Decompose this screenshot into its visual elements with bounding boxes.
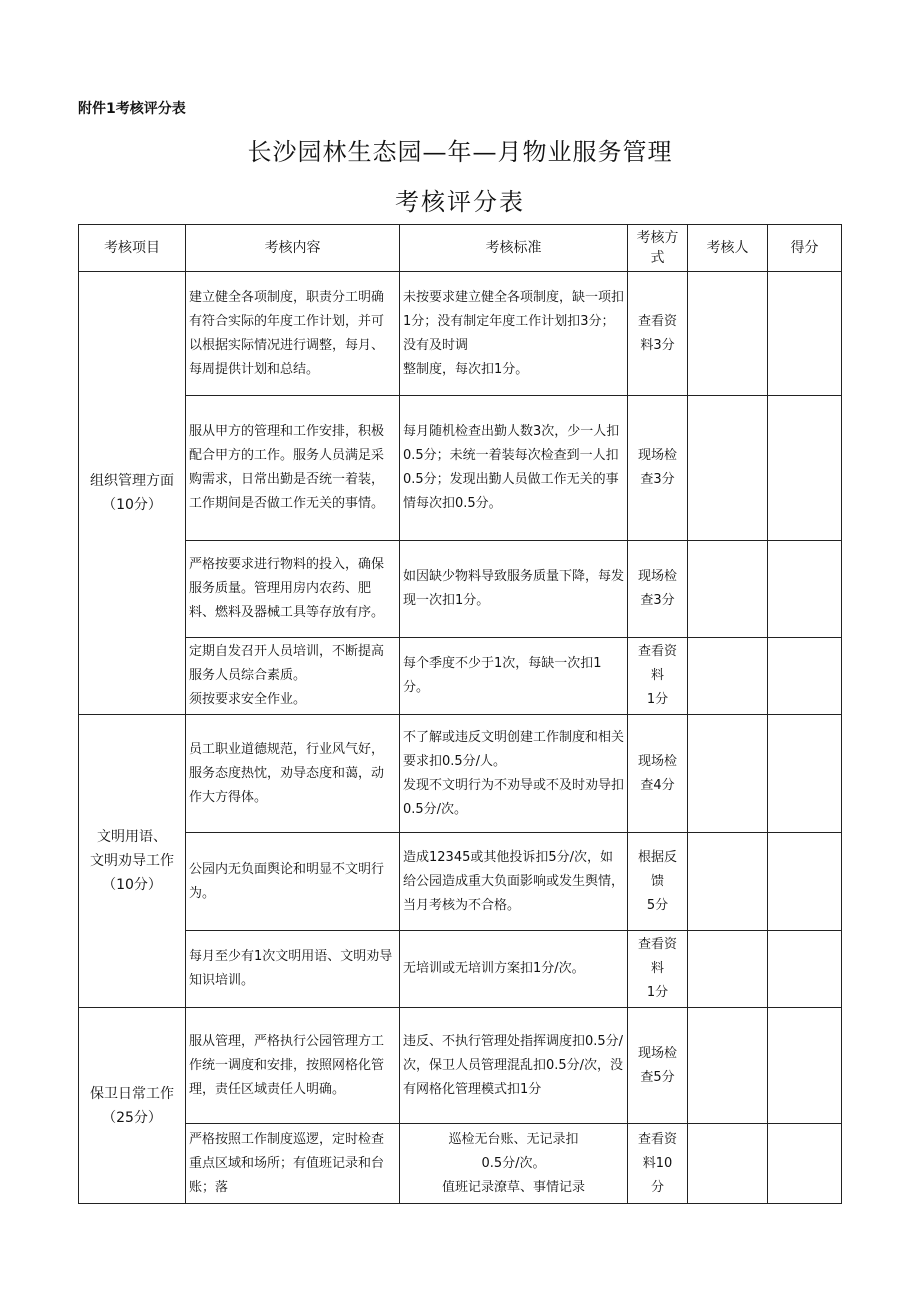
table-row <box>79 396 842 541</box>
standard-cell: 未按要求建立健全各项制度，缺一项扣1分；没有制定年度工作计划扣3分；没有及时调 整制度，每次扣1分。 <box>400 272 628 396</box>
standard-cell: 巡检无台账、无记录扣 0.5分/次。 值班记录潦草、事情记录 <box>400 1124 628 1204</box>
content-cell: 严格按要求进行物料的投入，确保服务质量。管理用房内农药、肥料、燃料及器械工具等存放有序。 <box>186 541 400 638</box>
method-cell: 查看资 料3分 <box>628 272 688 396</box>
method-cell: 现场检 查4分 <box>628 715 688 833</box>
assessor-cell[interactable] <box>688 833 768 931</box>
column-header: 考核标准 <box>400 225 628 272</box>
method-cell: 查看资 料 1分 <box>628 638 688 715</box>
table-row <box>79 272 842 396</box>
page-subtitle: 考核评分表 <box>395 188 525 216</box>
table-row <box>79 638 842 715</box>
assessor-cell[interactable] <box>688 638 768 715</box>
category-cell: 文明用语、 文明劝导工作 （10分） <box>79 715 186 1008</box>
score-cell[interactable] <box>768 715 842 833</box>
table-row <box>79 541 842 638</box>
assessor-cell[interactable] <box>688 715 768 833</box>
standard-cell: 造成12345或其他投诉扣5分/次，如给公园造成重大负面影响或发生舆情，当月考核为不合格。 <box>400 833 628 931</box>
assessor-cell[interactable] <box>688 396 768 541</box>
column-header: 考核方 式 <box>628 225 688 272</box>
score-cell[interactable] <box>768 931 842 1008</box>
assessor-cell[interactable] <box>688 541 768 638</box>
content-cell: 员工职业道德规范，行业风气好，服务态度热忱，劝导态度和蔼，动作大方得体。 <box>186 715 400 833</box>
score-cell[interactable] <box>768 272 842 396</box>
score-cell[interactable] <box>768 833 842 931</box>
standard-cell: 如因缺少物料导致服务质量下降，每发现一次扣1分。 <box>400 541 628 638</box>
category-cell: 保卫日常工作 （25分） <box>79 1008 186 1204</box>
method-cell: 根据反 馈 5分 <box>628 833 688 931</box>
content-cell: 公园内无负面舆论和明显不文明行为。 <box>186 833 400 931</box>
score-cell[interactable] <box>768 638 842 715</box>
evaluation-table <box>78 224 842 1204</box>
table-row <box>79 1124 842 1204</box>
table-header-row <box>79 225 842 272</box>
column-header: 考核人 <box>688 225 768 272</box>
score-cell[interactable] <box>768 1008 842 1124</box>
score-cell[interactable] <box>768 541 842 638</box>
standard-cell: 不了解或违反文明创建工作制度和相关要求扣0.5分/人。 发现不文明行为不劝导或不及时劝导扣0.5分/次。 <box>400 715 628 833</box>
table-row <box>79 931 842 1008</box>
method-cell: 现场检 查5分 <box>628 1008 688 1124</box>
category-cell: 组织管理方面 （10分） <box>79 272 186 715</box>
standard-cell: 无培训或无培训方案扣1分/次。 <box>400 931 628 1008</box>
score-cell[interactable] <box>768 1124 842 1204</box>
column-header: 得分 <box>768 225 842 272</box>
assessor-cell[interactable] <box>688 931 768 1008</box>
standard-cell: 违反、不执行管理处指挥调度扣0.5分/次，保卫人员管理混乱扣0.5分/次，没有网格化管理模式扣1分 <box>400 1008 628 1124</box>
content-cell: 每月至少有1次文明用语、文明劝导知识培训。 <box>186 931 400 1008</box>
method-cell: 查看资 料 1分 <box>628 931 688 1008</box>
content-cell: 服从甲方的管理和工作安排，积极配合甲方的工作。服务人员满足采购需求，日常出勤是否统一着装，工作期间是否做工作无关的事情。 <box>186 396 400 541</box>
table-row <box>79 833 842 931</box>
page-title: 长沙园林生态园—年—月物业服务管理 <box>247 138 673 166</box>
assessor-cell[interactable] <box>688 1124 768 1204</box>
column-header: 考核内容 <box>186 225 400 272</box>
assessor-cell[interactable] <box>688 272 768 396</box>
table-row <box>79 1008 842 1124</box>
standard-cell: 每月随机检查出勤人数3次，少一人扣0.5分；未统一着装每次检查到一人扣0.5分；发现出勤人员做工作无关的事 情每次扣0.5分。 <box>400 396 628 541</box>
method-cell: 现场检 查3分 <box>628 396 688 541</box>
method-cell: 现场检 查3分 <box>628 541 688 638</box>
column-header: 考核项目 <box>79 225 186 272</box>
content-cell: 定期自发召开人员培训，不断提高服务人员综合素质。 须按要求安全作业。 <box>186 638 400 715</box>
assessor-cell[interactable] <box>688 1008 768 1124</box>
attachment-label: 附件1考核评分表 <box>78 101 186 117</box>
table-row <box>79 715 842 833</box>
content-cell: 严格按照工作制度巡逻，定时检查重点区域和场所；有值班记录和台账；落 <box>186 1124 400 1204</box>
content-cell: 服从管理，严格执行公园管理方工作统一调度和安排，按照网格化管理，责任区域责任人明确。 <box>186 1008 400 1124</box>
method-cell: 查看资 料10 分 <box>628 1124 688 1204</box>
score-cell[interactable] <box>768 396 842 541</box>
standard-cell: 每个季度不少于1次，每缺一次扣1分。 <box>400 638 628 715</box>
content-cell: 建立健全各项制度，职责分工明确有符合实际的年度工作计划，并可以根据实际情况进行调整，每月、每周提供计划和总结。 <box>186 272 400 396</box>
